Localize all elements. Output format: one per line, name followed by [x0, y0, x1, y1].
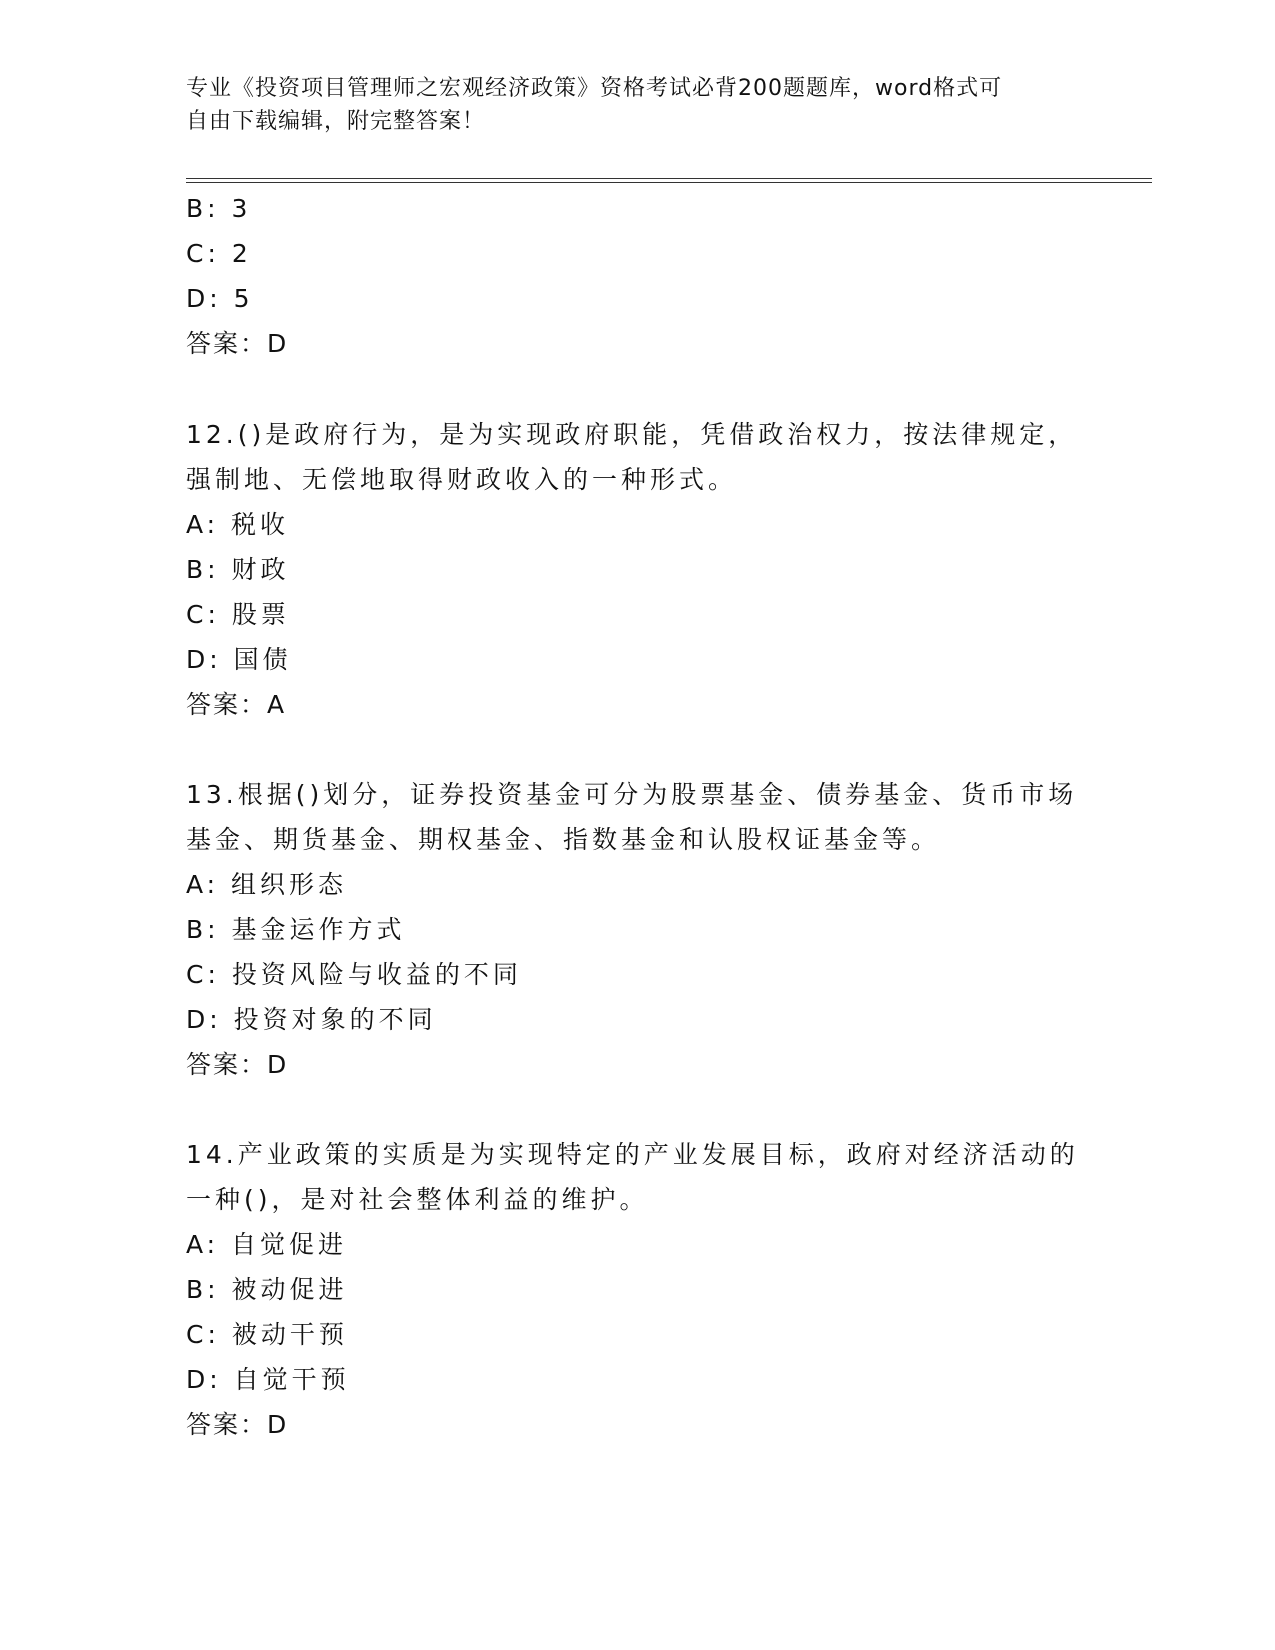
- option-a: A: 组织形态: [186, 870, 348, 899]
- option-d: D: 投资对象的不同: [186, 1005, 437, 1034]
- option-c: C: 股票: [186, 600, 290, 629]
- option-a: A: 自觉促进: [186, 1230, 348, 1259]
- option-b: B: 财政: [186, 555, 290, 584]
- document-header: [186, 72, 1066, 138]
- option-c: C: 被动干预: [186, 1320, 348, 1349]
- answer: 答案：D: [186, 329, 289, 358]
- answer: 答案：A: [186, 690, 287, 719]
- question-stem: 13.根据()划分，证券投资基金可分为股票基金、债券基金、货币市场: [186, 780, 1078, 809]
- option-b: B: 被动促进: [186, 1275, 348, 1304]
- question-stem: 12.()是政府行为，是为实现政府职能，凭借政治权力，按法律规定，: [186, 420, 1078, 449]
- option-c: C: 2: [186, 239, 252, 268]
- option-b: B: 基金运作方式: [186, 915, 406, 944]
- header-title-line2: 自由下载编辑，附完整答案！: [186, 109, 486, 134]
- option-b: B: 3: [186, 194, 252, 223]
- question-stem-cont: 基金、期货基金、期权基金、指数基金和认股权证基金等。: [186, 825, 941, 854]
- option-c: C: 投资风险与收益的不同: [186, 960, 522, 989]
- header-divider: [186, 178, 1152, 183]
- question-stem: 14.产业政策的实质是为实现特定的产业发展目标，政府对经济活动的: [186, 1140, 1079, 1169]
- option-d: D: 5: [186, 284, 254, 313]
- header-title-line1: 专业《投资项目管理师之宏观经济政策》资格考试必背200题题库，word格式可: [186, 76, 1003, 101]
- option-a: A: 税收: [186, 510, 290, 539]
- option-d: D: 国债: [186, 645, 292, 674]
- answer: 答案：D: [186, 1050, 289, 1079]
- answer: 答案：D: [186, 1410, 289, 1439]
- question-stem-cont: 强制地、无偿地取得财政收入的一种形式。: [186, 465, 738, 494]
- question-stem-cont: 一种()，是对社会整体利益的维护。: [186, 1185, 649, 1214]
- option-d: D: 自觉干预: [186, 1365, 350, 1394]
